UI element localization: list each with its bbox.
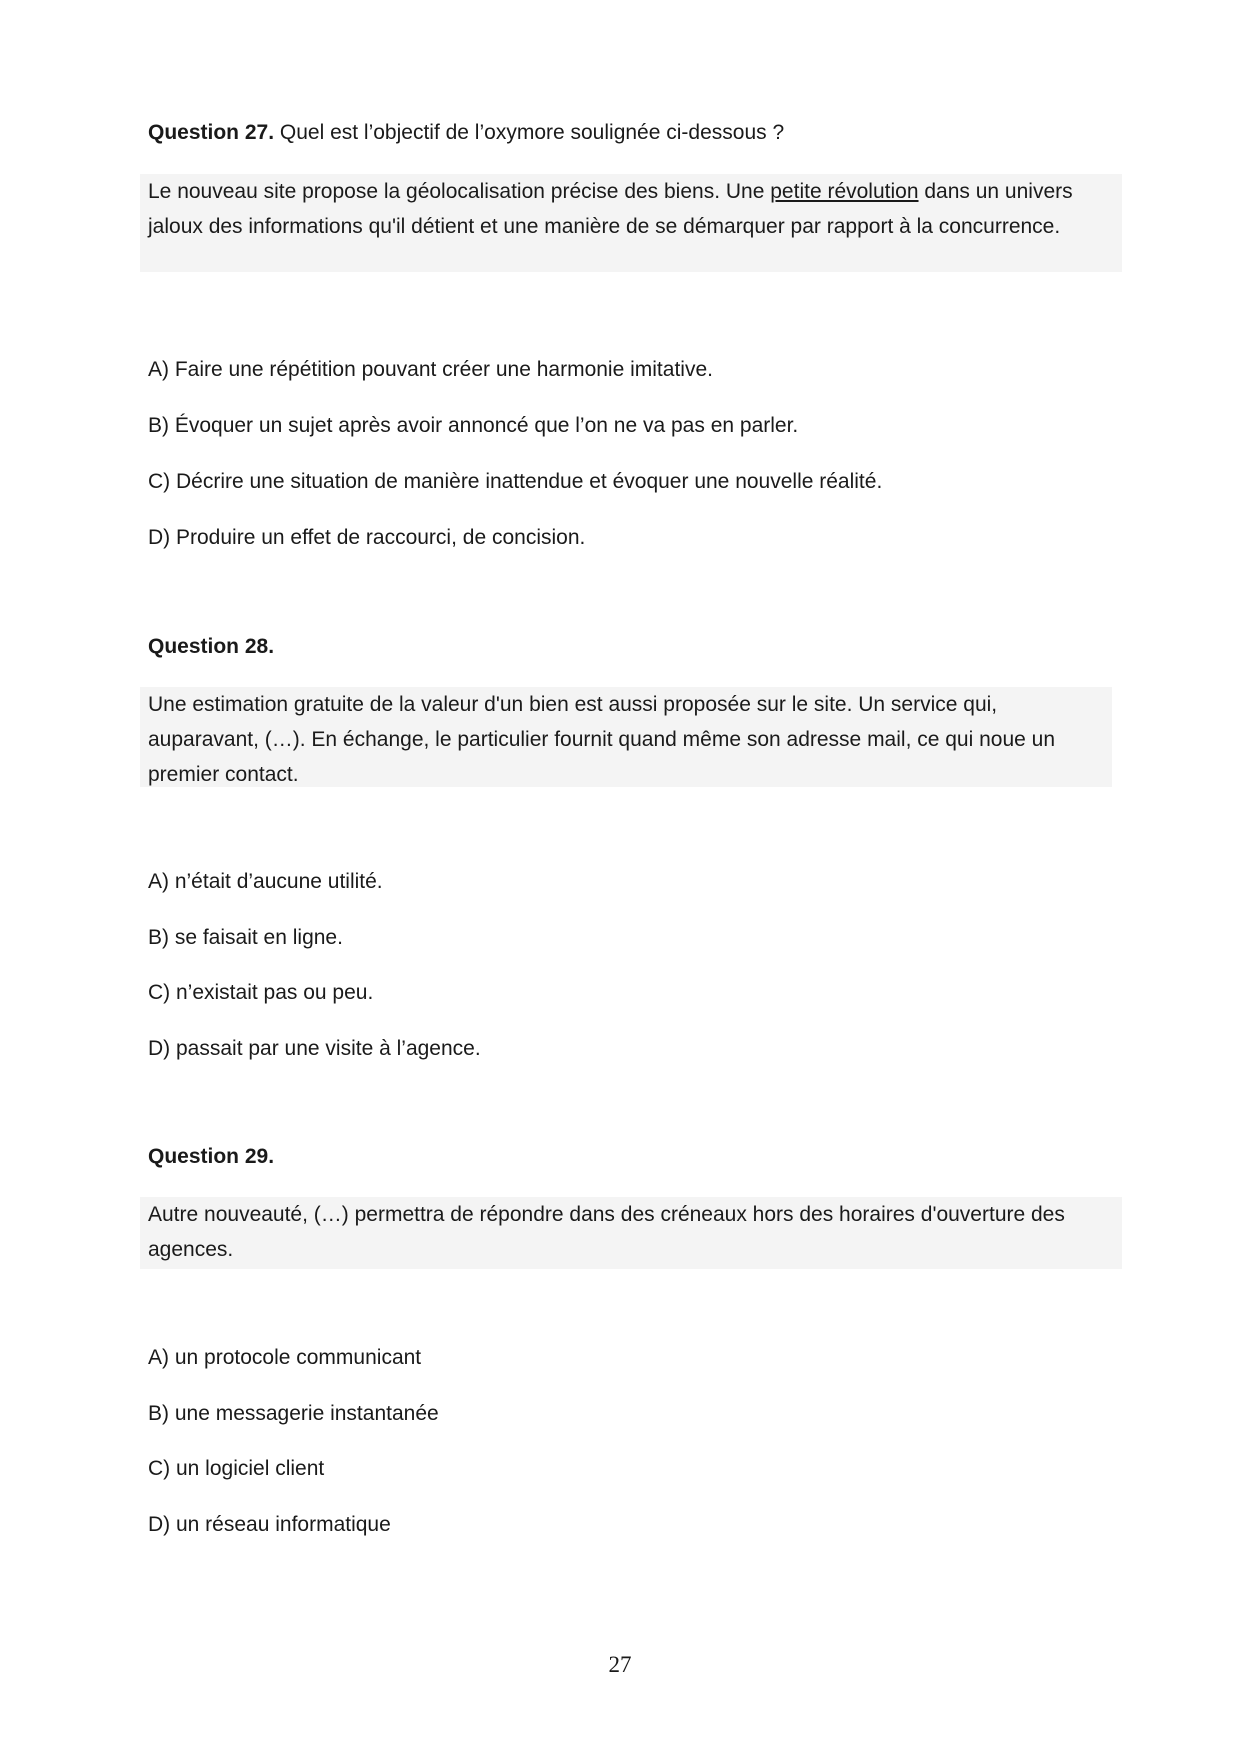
question-28-option-a[interactable]: A) n’était d’aucune utilité. — [148, 870, 383, 893]
underlined-oxymore: petite révolution — [770, 180, 919, 203]
question-29-passage: Autre nouveauté, (…) permettra de répondre dans des créneaux hors des horaires d'ouverture des agences. — [140, 1197, 1122, 1269]
question-28-passage: Une estimation gratuite de la valeur d'un bien est aussi proposée sur le site. Un service qui, auparavant, (…). En échange, le particulier fournit quand même son adresse mail, ce qui noue un premier contact. — [140, 687, 1112, 787]
question-28-option-b[interactable]: B) se faisait en ligne. — [148, 926, 343, 949]
question-29-heading — [148, 1140, 274, 1174]
question-27-option-a[interactable]: A) Faire une répétition pouvant créer une harmonie imitative. — [148, 358, 713, 381]
question-29-option-a[interactable]: A) un protocole communicant — [148, 1346, 422, 1369]
question-29-label: Question 29. — [148, 1145, 275, 1168]
question-27-option-d[interactable]: D) Produire un effet de raccourci, de concision. — [148, 526, 586, 549]
question-28-heading — [148, 630, 274, 664]
question-29-option-b[interactable]: B) une messagerie instantanée — [148, 1402, 439, 1425]
page-number: 27 — [608, 1652, 632, 1677]
question-27-prompt: Quel est l’objectif de l’oxymore soulignée ci-dessous ? — [279, 121, 785, 144]
passage-text: dans un univers jaloux des informations qu'il détient et une manière de se démarquer par rapport à la concurrence. — [148, 180, 1073, 238]
question-29-option-d[interactable]: D) un réseau informatique — [148, 1513, 391, 1536]
question-28-option-c[interactable]: C) n’existait pas ou peu. — [148, 981, 374, 1004]
question-27-passage — [140, 174, 1122, 272]
question-27-option-b[interactable]: B) Évoquer un sujet après avoir annoncé que l’on ne va pas en parler. — [148, 414, 799, 437]
question-28-option-d[interactable]: D) passait par une visite à l’agence. — [148, 1037, 481, 1060]
passage-text: Le nouveau site propose la géolocalisation précise des biens. Une — [148, 180, 771, 203]
question-28-label: Question 28. — [148, 635, 275, 658]
question-27-heading — [148, 116, 784, 150]
question-29-option-c[interactable]: C) un logiciel client — [148, 1457, 325, 1480]
question-27-option-c[interactable]: C) Décrire une situation de manière inattendue et évoquer une nouvelle réalité. — [148, 470, 883, 493]
question-27-label: Question 27. — [148, 121, 275, 144]
